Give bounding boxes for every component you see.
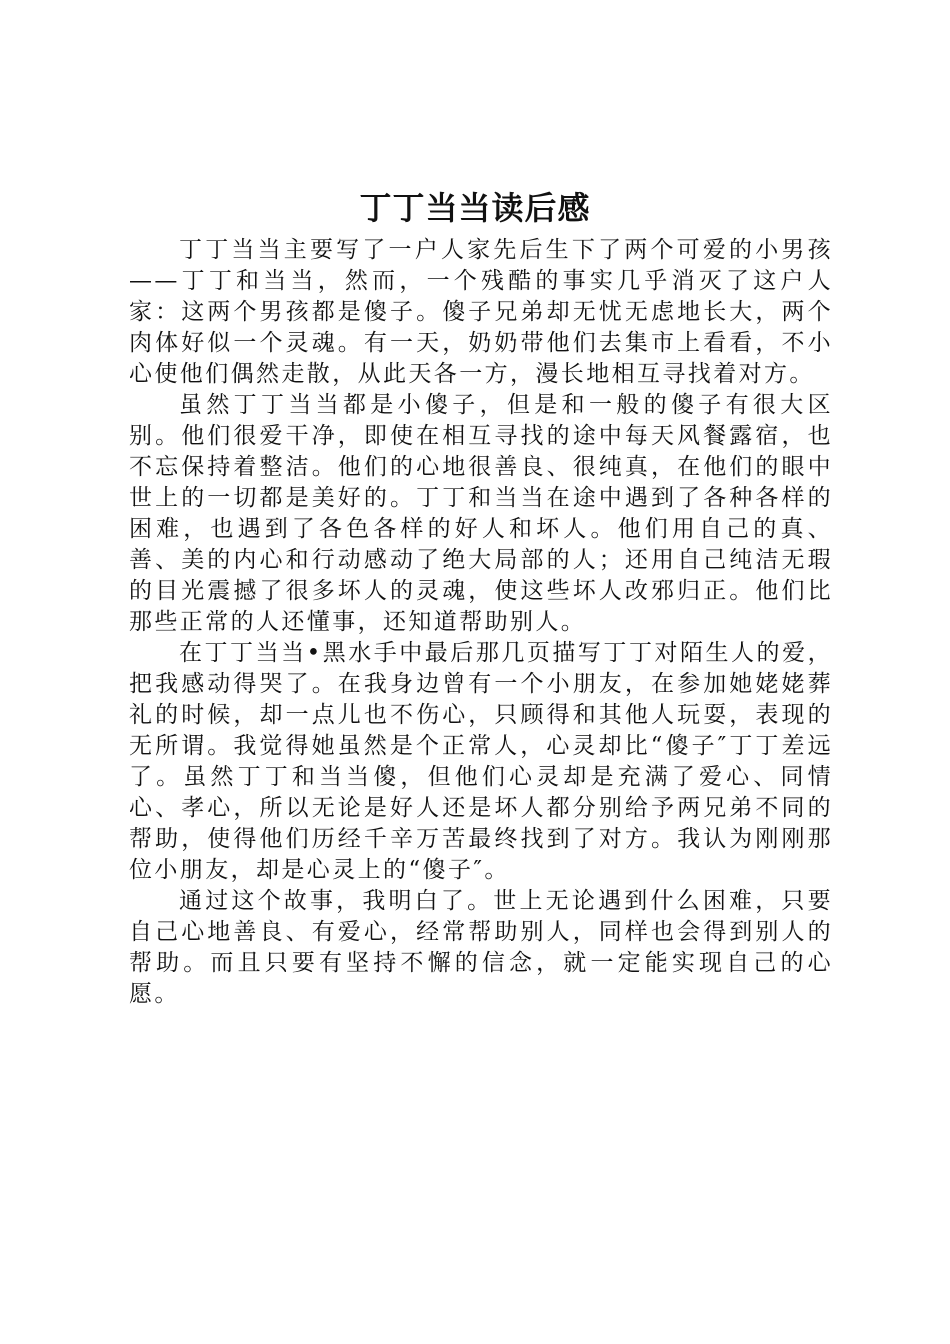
paragraph: 通过这个故事，我明白了。世上无论遇到什么困难，只要自己心地善良、有爱心，经常帮助别人，同样也会得到别人的帮助。而且只要有坚持不懈的信念，就一定能实现自己的心愿。	[129, 888, 833, 1007]
paragraph: 在丁丁当当•黑水手中最后那几页描写丁丁对陌生人的爱，把我感动得哭了。在我身边曾有一个小朋友，在参加她姥姥葬礼的时候，却一点儿也不伤心，只顾得和其他人玩耍，表现的无所谓。我觉得她虽然是个正常人，心灵却比“傻子″丁丁差远了。虽然丁丁和当当傻，但他们心灵却是充满了爱心、同情心、孝心，所以无论是好人还是坏人都分别给予两兄弟不同的帮助，使得他们历经千辛万苦最终找到了对方。我认为刚刚那位小朋友，却是心灵上的“傻子″。	[129, 640, 833, 883]
paragraph: 丁丁当当主要写了一户人家先后生下了两个可爱的小男孩——丁丁和当当，然而，一个残酷的事实几乎消灭了这户人家：这两个男孩都是傻子。傻子兄弟却无忧无虑地长大，两个肉体好似一个灵魂。有一天，奶奶带他们去集市上看看，不小心使他们偶然走散，从此天各一方，漫长地相互寻找着对方。	[129, 237, 833, 387]
document-title: 丁丁当当读后感	[359, 189, 591, 227]
paragraph: 虽然丁丁当当都是小傻子，但是和一般的傻子有很大区别。他们很爱干净，即使在相互寻找的途中每天风餐露宿，也不忘保持着整洁。他们的心地很善良、很纯真，在他们的眼中世上的一切都是美好的。丁丁和当当在途中遇到了各种各样的困难，也遇到了各色各样的好人和坏人。他们用自己的真、善、美的内心和行动感动了绝大局部的人；还用自己纯洁无瑕的目光震撼了很多坏人的灵魂，使这些坏人改邪归正。他们比那些正常的人还懂事，还知道帮助别人。	[129, 392, 833, 635]
document-body	[129, 235, 833, 1010]
